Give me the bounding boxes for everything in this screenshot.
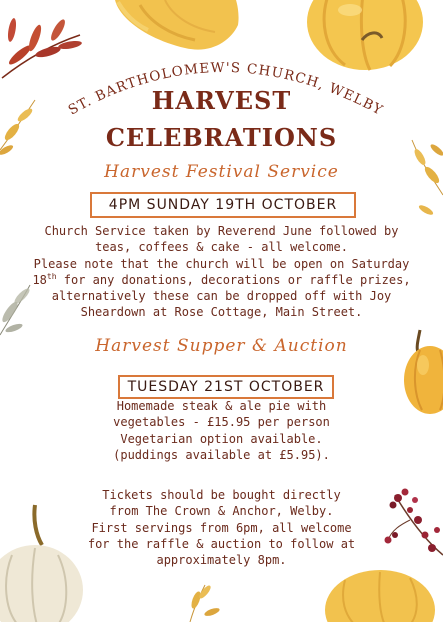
service-line-2: teas, coffees & cake - all welcome. [95, 240, 348, 255]
service-line-1: Church Service taken by Reverend June followed by [44, 224, 399, 238]
title-harvest: HARVEST [151, 86, 292, 115]
supper-menu [0, 398, 443, 463]
menu-line-1: Homemade steak & ale pie with [116, 399, 327, 413]
title-celebrations: CELEBRATIONS [105, 123, 338, 152]
saturday-date: 18 [32, 272, 47, 287]
ticket-line-2: from The Crown & Anchor, Welby. [109, 504, 334, 519]
date-suffix: th [46, 271, 57, 281]
menu-line-4: (puddings available at £5.95). [113, 447, 330, 462]
service-line-5: alternatively these can be dropped off with Joy [51, 289, 392, 304]
ticket-line-4: for the raffle & auction to follow at [87, 536, 356, 551]
service-line-4-rest: for any donations, decorations or raffle prizes, [56, 272, 411, 287]
yellow-leaves-bottom-icon [190, 584, 221, 622]
supper-date-box: TUESDAY 21ST OCTOBER [118, 375, 334, 399]
ticket-info [0, 487, 443, 568]
service-line-3: Please note that the church will be open on Saturday [33, 256, 410, 271]
ticket-line-5: approximately 8pm. [156, 553, 287, 568]
service-details [0, 223, 443, 321]
service-line-6: Sheardown at Rose Cottage, Main Street. [80, 305, 363, 320]
service-datetime-box: 4PM SUNDAY 19TH OCTOBER [90, 192, 356, 218]
church-name: ST. BARTHOLOMEW'S CHURCH, WELBY [65, 59, 386, 119]
service-heading: Harvest Festival Service [104, 162, 339, 182]
menu-line-3: Vegetarian option available. [120, 431, 323, 446]
supper-heading: Harvest Supper & Auction [95, 336, 348, 356]
ticket-line-3: First servings from 6pm, all welcome [91, 520, 352, 535]
ticket-line-1: Tickets should be bought directly [102, 488, 341, 502]
service-line-4 [0, 272, 443, 288]
yellow-pumpkin-bottom-right-icon [325, 570, 435, 622]
menu-line-2: vegetables - £15.95 per person [113, 415, 330, 430]
